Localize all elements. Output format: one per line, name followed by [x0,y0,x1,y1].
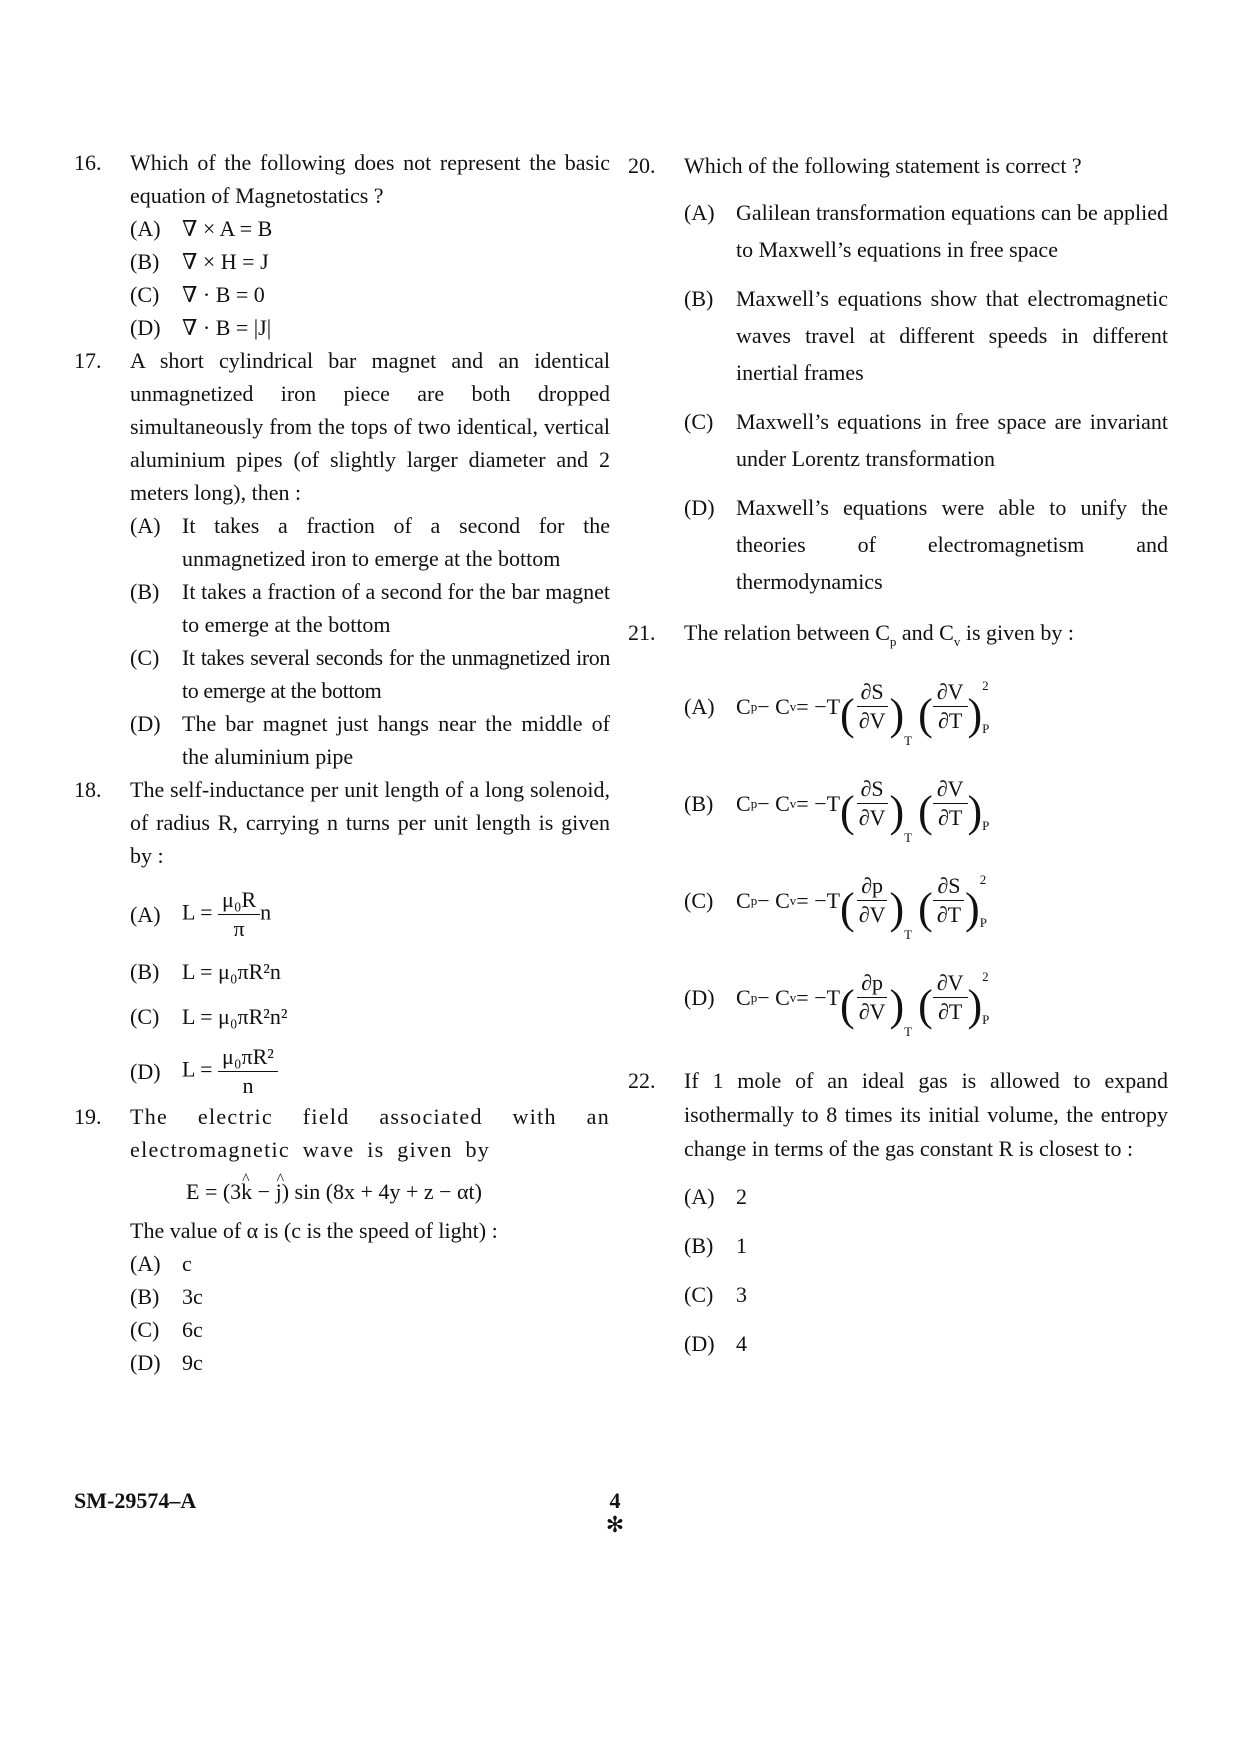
option-text: It takes several seconds for the unmagnetized iron to emerge at the bottom [182,645,610,703]
right-paren: ) [967,981,983,1030]
question-text-part: is given by : [960,620,1074,645]
fraction-numerator: ∂S [857,678,888,707]
partial-derivative-1 [840,775,913,845]
option-label: (C) [684,1282,714,1307]
option-text: ∇ · B = 0 [182,282,265,307]
partial-derivative-1 [840,678,913,748]
option-label: (C) [130,1004,160,1029]
formula-lhs: C [736,887,751,913]
subscript: v [789,698,797,714]
option-label: (A) [684,1184,715,1209]
option-label: (D) [684,495,715,520]
question-18 [74,773,610,1100]
fraction-denominator: ∂V [858,999,886,1024]
option-b [684,1227,1168,1264]
subscript: P [982,721,990,736]
option-formula [736,775,990,845]
option-label: (C) [684,887,714,913]
right-paren: ) [889,981,905,1030]
question-text-part: and C [896,620,954,645]
left-paren: ( [840,690,855,739]
option-label: (C) [130,1317,160,1342]
option-d [130,707,610,773]
option-text: Galilean transformation equations can be applied to Maxwell’s equations in free space [736,200,1168,262]
fraction [855,872,890,929]
right-paren: ) [889,787,905,836]
left-paren: ( [840,981,855,1030]
fraction [933,969,968,1026]
formula-minus: − C [757,887,790,913]
equation-part: ) sin (8x + 4y + z − αt) [281,1179,482,1204]
option-d [130,1043,610,1100]
subscript: T [904,830,913,845]
option-b [130,575,610,641]
option-c [130,641,610,707]
fraction [855,678,890,735]
option-label: (B) [130,249,160,274]
option-label: (A) [130,1251,161,1276]
fraction-denominator: ∂T [937,708,963,733]
formula-lhs: L = [182,899,213,925]
option-label: (D) [130,711,161,736]
option-a [130,509,610,575]
option-text: c [182,1251,192,1276]
question-text [684,616,1168,658]
unit-vector-k: ^ k [241,1170,252,1214]
option-c [130,1000,610,1033]
option-a [130,1247,610,1280]
option-label: (B) [130,579,160,604]
equation-part: − [252,1179,276,1204]
fraction-denominator: ∂V [858,708,886,733]
subscript: v [789,989,797,1005]
formula-eq: = −T [796,887,841,913]
partial-derivative-2 [918,775,990,836]
fraction-numerator: ∂V [933,678,968,707]
fraction-denominator: n [242,1073,254,1098]
option-label: (D) [130,1059,161,1084]
fraction-denominator: ∂T [937,805,963,830]
left-paren: ( [840,787,855,836]
option-label: (C) [130,282,160,307]
subscript: v [789,892,797,908]
option-text: ∇ · B = |J| [182,315,272,340]
option-formula [182,1043,610,1100]
subscript: v [953,634,961,649]
question-17 [74,344,610,773]
subscript: T [904,733,913,748]
question-number: 22. [628,1068,656,1093]
right-paren: ) [967,787,983,836]
option-label: (A) [684,693,715,719]
option-label: (B) [684,286,714,311]
field-equation [186,1170,610,1214]
fraction-denominator: ∂V [858,902,886,927]
option-label: (D) [684,1331,715,1356]
formula-lhs: C [736,984,751,1010]
option-formula [182,886,610,943]
option-label: (D) [684,984,715,1010]
option-formula [736,969,990,1039]
right-paren: ) [889,884,905,933]
option-d [684,1325,1168,1362]
option-d [130,1346,610,1379]
option-label: (A) [130,902,161,927]
option-d [684,949,1168,1046]
subscript: T [904,927,913,942]
subscript: p [750,795,758,811]
option-a [684,1178,1168,1215]
option-c [684,403,1168,477]
exponent: 2 [982,678,989,693]
subscript: v [789,795,797,811]
option-b [130,955,610,988]
option-label: (D) [130,1350,161,1375]
thermo-options [628,658,1168,1046]
option-b [684,280,1168,391]
option-formula [736,678,990,748]
fraction-denominator: ∂T [936,902,962,927]
option-text: L = μ₀πR²n [182,959,281,984]
fraction-numerator: ∂V [933,775,968,804]
question-text [130,1100,610,1166]
partial-derivative-1 [840,872,913,942]
fraction [218,886,260,943]
subscript: P [982,818,990,833]
equation-part: E = (3 [186,1179,242,1204]
question-number: 20. [628,153,656,178]
partial-derivative-1 [840,969,913,1039]
formula-minus: − C [757,984,790,1010]
option-text: It takes a fraction of a second for the bar magnet to emerge at the bottom [182,579,610,637]
left-paren: ( [840,884,855,933]
option-text: Maxwell’s equations were able to unify the theories of electromagnetism and thermodynamics [736,495,1168,594]
star-mark-icon: ✻ [605,1512,625,1537]
exponent: 2 [979,872,987,887]
subscript: p [750,989,758,1005]
left-paren: ( [918,787,933,836]
formula-eq: = −T [796,693,841,719]
partial-derivative-2 [918,678,990,739]
option-label: (D) [130,315,161,340]
option-a [684,194,1168,268]
right-paren: ) [965,884,980,933]
option-label: (B) [130,1284,160,1309]
option-text: 1 [736,1233,747,1258]
question-21 [628,616,1168,1046]
option-c [684,1276,1168,1313]
question-text-2: The value of α is (c is the speed of light) : [130,1218,498,1243]
question-text: Which of the following statement is correct ? [684,153,1082,178]
option-text: 2 [736,1184,747,1209]
fraction-numerator: ∂S [933,872,964,901]
option-label: (B) [684,1233,714,1258]
subscript: p [750,892,758,908]
option-label: (C) [684,409,714,434]
question-22 [628,1064,1168,1362]
question-text: If 1 mole of an ideal gas is allowed to expand isothermally to 8 times its initial volume, the entropy change in terms of the gas constant R is closest to : [684,1068,1168,1161]
question-number: 16. [74,150,102,175]
left-paren: ( [918,884,933,933]
subscript: p [750,698,758,714]
fraction-numerator: μ₀R [218,886,260,915]
fraction-numerator: μ₀πR² [218,1043,278,1072]
option-text: ∇ × A = B [182,216,273,241]
fraction-numerator: ∂p [857,969,887,998]
partial-derivative-2 [918,969,990,1030]
question-19 [74,1100,610,1379]
option-c [684,852,1168,949]
option-text: 9c [182,1350,203,1375]
question-number: 19. [74,1104,102,1129]
option-d [684,489,1168,600]
option-text: 6c [182,1317,203,1342]
option-b [130,245,610,278]
fraction [933,678,968,735]
option-label: (A) [130,216,161,241]
formula-minus: − C [757,790,790,816]
fraction [218,1043,278,1100]
question-20 [628,149,1168,600]
option-text: 3 [736,1282,747,1307]
left-column [74,146,610,1379]
formula-lhs: C [736,693,751,719]
question-text-content: The electric field associated with an electromagnetic wave is given by [130,1104,610,1162]
option-c [130,1313,610,1346]
paper-code: SM-29574–A [74,1488,197,1513]
option-label: (A) [130,513,161,538]
option-b [130,1280,610,1313]
formula-lhs: L = [182,1056,213,1082]
formula-eq: = −T [796,984,841,1010]
question-text: Which of the following does not represent the basic equation of Magnetostatics ? [130,150,610,208]
fraction-denominator: ∂T [937,999,963,1024]
option-label: (B) [684,790,714,816]
question-number: 21. [628,620,656,645]
question-16 [74,146,610,344]
option-text: It takes a fraction of a second for the unmagnetized iron to emerge at the bottom [182,513,610,571]
formula-minus: − C [757,693,790,719]
fraction-numerator: ∂p [857,872,887,901]
option-a [130,886,610,943]
partial-derivative-2 [918,872,987,933]
option-a [130,212,610,245]
exponent: 2 [982,969,989,984]
fraction [855,969,890,1026]
option-label: (C) [130,645,160,670]
formula-lhs: C [736,790,751,816]
subscript: P [979,915,987,930]
option-text: ∇ × H = J [182,249,269,274]
question-text: A short cylindrical bar magnet and an identical unmagnetized iron piece are both dropped simultaneously from the tops of two identical, vertical aluminium pipes (of slightly larger diameter and 2 meters long), then : [130,348,610,505]
right-paren: ) [889,690,905,739]
fraction-denominator: ∂V [858,805,886,830]
unit-vector-j: ^ j [276,1170,282,1214]
left-paren: ( [918,981,933,1030]
option-c [130,278,610,311]
formula-eq: = −T [796,790,841,816]
option-b [684,755,1168,852]
formula-tail: n [260,899,272,925]
fraction [933,872,965,929]
fraction [933,775,968,832]
option-label: (A) [684,200,715,225]
right-paren: ) [967,690,983,739]
fraction-numerator: ∂S [857,775,888,804]
option-formula [736,872,987,942]
fraction-numerator: ∂V [933,969,968,998]
option-text: 3c [182,1284,203,1309]
option-text: Maxwell’s equations show that electromagnetic waves travel at different speeds in different inertial frames [736,286,1168,385]
question-number: 17. [74,348,102,373]
fraction [855,775,890,832]
question-number: 18. [74,777,102,802]
question-text-part: The relation between C [684,620,890,645]
question-text: The self-inductance per unit length of a long solenoid, of radius R, carrying n turns per unit length is given by : [130,777,610,868]
option-a [684,658,1168,755]
right-column [628,149,1168,1362]
subscript: p [889,634,897,649]
option-text: Maxwell’s equations in free space are invariant under Lorentz transformation [736,409,1168,471]
option-text: The bar magnet just hangs near the middle of the aluminium pipe [182,711,610,769]
subscript: T [904,1024,913,1039]
fraction-denominator: π [233,916,245,941]
left-paren: ( [918,690,933,739]
option-d [130,311,610,344]
subscript: P [982,1012,990,1027]
option-label: (B) [130,959,160,984]
option-text: 4 [736,1331,747,1356]
option-text: L = μ₀πR²n² [182,1004,288,1029]
page-number: 4 [609,1488,621,1513]
